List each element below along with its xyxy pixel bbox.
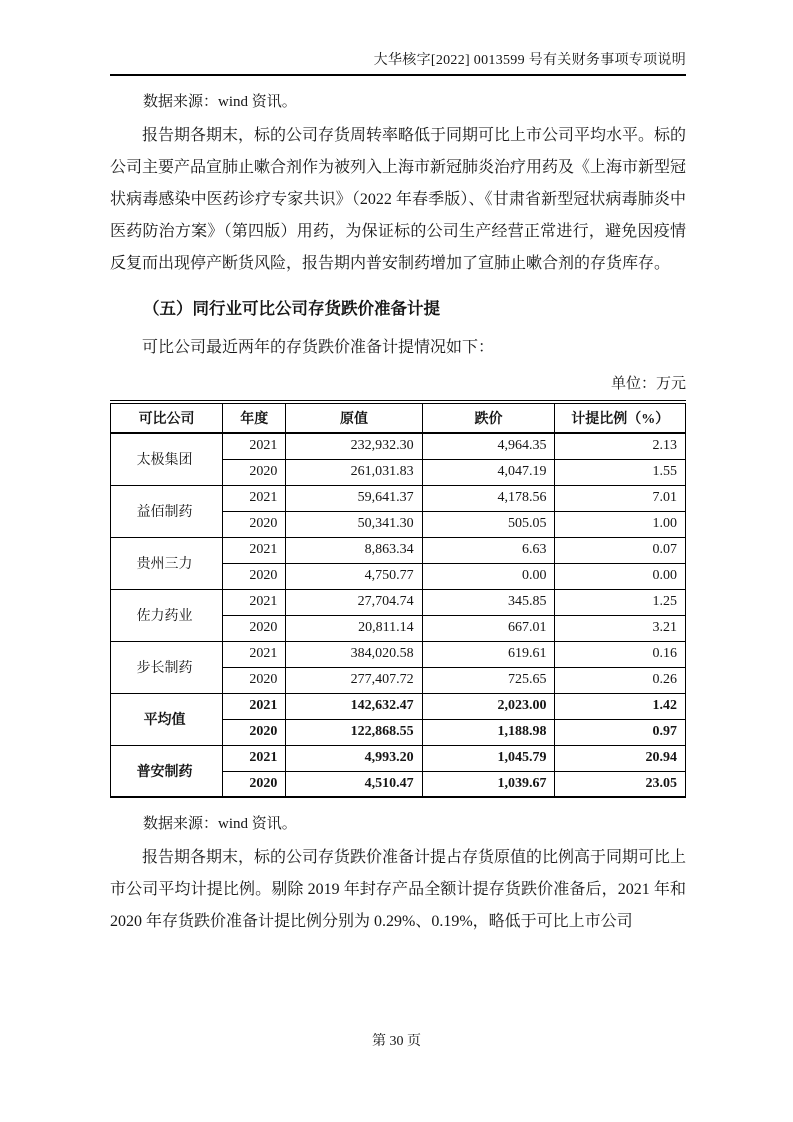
- year-cell: 2021: [223, 745, 286, 771]
- ratio-cell: 2.13: [555, 433, 686, 459]
- comparable-companies-provision-table: [110, 400, 686, 798]
- decline-value-cell: 345.85: [422, 589, 555, 615]
- table-row: [111, 745, 686, 771]
- ratio-cell: 1.00: [555, 511, 686, 537]
- company-cell: 佐力药业: [111, 589, 223, 641]
- ratio-cell: 1.25: [555, 589, 686, 615]
- year-cell: 2020: [223, 459, 286, 485]
- original-value-cell: 27,704.74: [286, 589, 422, 615]
- year-cell: 2020: [223, 511, 286, 537]
- original-value-cell: 20,811.14: [286, 615, 422, 641]
- col-header-year: 年度: [223, 402, 286, 433]
- decline-value-cell: 1,188.98: [422, 719, 555, 745]
- unit-label: 单位：万元: [610, 376, 686, 392]
- decline-value-cell: 2,023.00: [422, 693, 555, 719]
- page-number: 第 30 页: [372, 1034, 421, 1049]
- original-value-cell: 4,510.47: [286, 771, 422, 797]
- ratio-cell: 0.07: [555, 537, 686, 563]
- year-cell: 2020: [223, 667, 286, 693]
- decline-value-cell: 4,964.35: [422, 433, 555, 459]
- decline-value-cell: 0.00: [422, 563, 555, 589]
- ratio-cell: 0.26: [555, 667, 686, 693]
- decline-value-cell: 725.65: [422, 667, 555, 693]
- original-value-cell: 59,641.37: [286, 485, 422, 511]
- original-value-cell: 384,020.58: [286, 641, 422, 667]
- year-cell: 2021: [223, 641, 286, 667]
- col-header-company: 可比公司: [111, 402, 223, 433]
- original-value-cell: 277,407.72: [286, 667, 422, 693]
- running-header: [110, 52, 686, 76]
- decline-value-cell: 667.01: [422, 615, 555, 641]
- company-cell: 贵州三力: [111, 537, 223, 589]
- company-cell: 太极集团: [111, 433, 223, 485]
- original-value-cell: 4,993.20: [286, 745, 422, 771]
- original-value-cell: 50,341.30: [286, 511, 422, 537]
- original-value-cell: 122,868.55: [286, 719, 422, 745]
- company-cell: 步长制药: [111, 641, 223, 693]
- page-body: [110, 91, 686, 938]
- ratio-cell: 7.01: [555, 485, 686, 511]
- decline-value-cell: 1,045.79: [422, 745, 555, 771]
- ratio-cell: 0.16: [555, 641, 686, 667]
- table-header-row: [111, 402, 686, 433]
- header-divider: [110, 74, 686, 76]
- table-row: [111, 641, 686, 667]
- table-row: [111, 693, 686, 719]
- document-header-title: 大华核字[2022] 0013599 号有关财务事项专项说明: [373, 53, 686, 68]
- decline-value-cell: 4,047.19: [422, 459, 555, 485]
- decline-value-cell: 505.05: [422, 511, 555, 537]
- table-row: [111, 537, 686, 563]
- data-source-note-bottom: 数据来源：wind 资讯。: [143, 816, 297, 832]
- ratio-cell: 0.97: [555, 719, 686, 745]
- ratio-cell: 0.00: [555, 563, 686, 589]
- paragraph-inventory-turnover: 报告期各期末，标的公司存货周转率略低于同期可比上市公司平均水平。标的公司主要产品宣肺止嗽合剂作为被列入上海市新冠肺炎治疗用药及《上海市新型冠状病毒感染中医药诊疗专家共识》（2022 年春季版）、《甘肃省新型冠状病毒肺炎中医药防治方案》（第四版）用药，为保证标的公司生产经营正常进行，避免因疫情反复而出现停产断货风险，报告期内普安制药增加了宣肺止嗽合剂的存货库存。: [110, 127, 687, 272]
- year-cell: 2021: [223, 433, 286, 459]
- original-value-cell: 232,932.30: [286, 433, 422, 459]
- ratio-cell: 3.21: [555, 615, 686, 641]
- year-cell: 2020: [223, 563, 286, 589]
- original-value-cell: 8,863.34: [286, 537, 422, 563]
- original-value-cell: 4,750.77: [286, 563, 422, 589]
- year-cell: 2020: [223, 771, 286, 797]
- decline-value-cell: 1,039.67: [422, 771, 555, 797]
- paragraph-provision-ratio: 报告期各期末，标的公司存货跌价准备计提占存货原值的比例高于同期可比上市公司平均计提比例。剔除 2019 年封存产品全额计提存货跌价准备后，2021 年和 2020 年存货跌价准备计提比例分别为 0.29%、0.19%，略低于可比上市公司: [110, 849, 687, 930]
- table-intro-text: 可比公司最近两年的存货跌价准备计提情况如下：: [142, 339, 495, 356]
- col-header-original-value: 原值: [286, 402, 422, 433]
- col-header-decline: 跌价: [422, 402, 555, 433]
- year-cell: 2021: [223, 485, 286, 511]
- ratio-cell: 23.05: [555, 771, 686, 797]
- col-header-provision-ratio: 计提比例（%）: [555, 402, 686, 433]
- data-source-note-top: 数据来源：wind 资讯。: [143, 94, 297, 110]
- company-cell: 益佰制药: [111, 485, 223, 537]
- table-row: [111, 433, 686, 459]
- year-cell: 2020: [223, 615, 286, 641]
- ratio-cell: 1.42: [555, 693, 686, 719]
- decline-value-cell: 6.63: [422, 537, 555, 563]
- year-cell: 2021: [223, 537, 286, 563]
- company-cell: 平均值: [111, 693, 223, 745]
- year-cell: 2020: [223, 719, 286, 745]
- original-value-cell: 142,632.47: [286, 693, 422, 719]
- ratio-cell: 20.94: [555, 745, 686, 771]
- company-cell: 普安制药: [111, 745, 223, 797]
- decline-value-cell: 619.61: [422, 641, 555, 667]
- ratio-cell: 1.55: [555, 459, 686, 485]
- table-row: [111, 485, 686, 511]
- year-cell: 2021: [223, 589, 286, 615]
- table-row: [111, 589, 686, 615]
- original-value-cell: 261,031.83: [286, 459, 422, 485]
- section-heading-comparable-provision: （五）同行业可比公司存货跌价准备计提: [143, 300, 440, 318]
- table-body: [111, 433, 686, 797]
- year-cell: 2021: [223, 693, 286, 719]
- page-footer: [0, 1030, 793, 1050]
- decline-value-cell: 4,178.56: [422, 485, 555, 511]
